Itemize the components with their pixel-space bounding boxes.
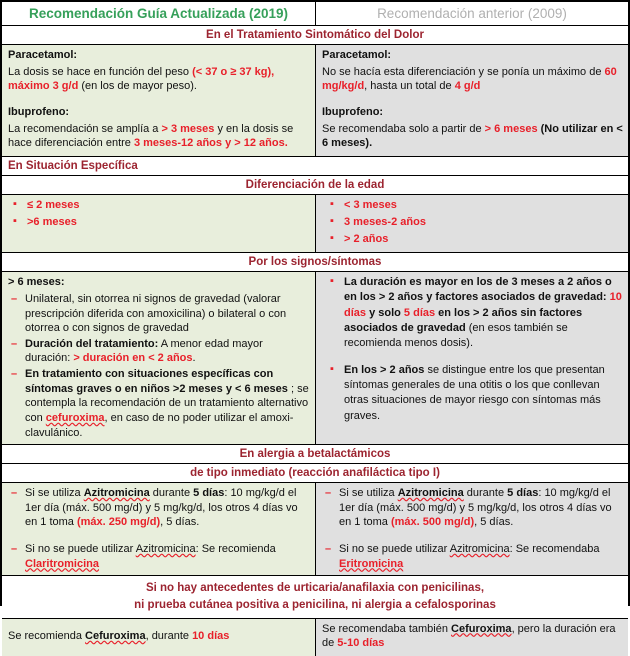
ibuprofeno-text-new: La recomendación se amplía a > 3 meses y en la dosis se hace diferenciación entre 3 meses-12 años y > 12 años.	[8, 122, 294, 150]
section-banner-specific: En Situación Específica	[2, 157, 628, 175]
signs-list-old	[322, 275, 623, 424]
signs-cell-new	[2, 272, 316, 444]
signs-cell-old	[316, 272, 628, 444]
list-item: – Si no se puede utilizar Azitromicina: Se recomienda Claritromicina	[8, 542, 310, 571]
pain-content-row	[2, 45, 628, 157]
age-content-row	[2, 195, 628, 254]
no-allergy-text-old: Se recomendaba también Cefuroxima, pero la duración era de 5-10 días	[322, 622, 616, 650]
section-banner-signs-row	[2, 253, 628, 272]
list-item: – Duración del tratamiento: A menor edad mayor duración: > duración en < 2 años.	[8, 337, 310, 366]
signs-intro-new: > 6 meses:	[8, 276, 65, 289]
list-item: – Unilateral, sin otorrea ni signos de gravedad (valorar prescripción diferida con amoxicilina) o bilateral o con otorrea o con signos de gravedad	[8, 292, 310, 336]
signs-list-new	[8, 292, 310, 440]
allergy-list-old	[322, 486, 623, 571]
age-cell-new	[2, 195, 316, 253]
header-cell-old	[316, 2, 628, 25]
allergy-cell-new	[2, 483, 316, 575]
signs-content-row	[2, 272, 628, 445]
no-allergy-content-row	[2, 619, 628, 656]
list-item: – Si se utiliza Azitromicina durante 5 días: 10 mg/kg/d el 1er día (máx. 500 mg/d) y 5 mg/kg/d, los otros 4 días vo en 1 toma (máx. 250 mg/d), 5 días.	[8, 486, 310, 530]
paracetamol-text-old: No se hacía esta diferenciación y se ponía un máximo de 60 mg/kg/d, hasta un total de 4 g/d	[322, 65, 617, 93]
list-item: – Si se utiliza Azitromicina durante 5 días: 10 mg/kg/d el 1er día (máx. 500 mg/d) y 5 mg/kg/d, los otros 4 días vo en 1 toma (máx. 500 mg/d), 5 días.	[322, 486, 623, 530]
section-banner-age-row	[2, 176, 628, 195]
list-item: ▪ > 2 años	[322, 232, 623, 247]
list-item: ▪ En los > 2 años se distingue entre los que presentan síntomas generales de una otitis o los que conllevan otras situaciones de mayor riesgo con síntomas más graves.	[322, 363, 623, 424]
no-allergy-text-new: Se recomienda Cefuroxima, durante 10 días	[8, 629, 230, 642]
list-item: ▪ >6 meses	[8, 215, 310, 230]
header-cell-new	[2, 2, 316, 25]
list-item: ▪ 3 meses-2 años	[322, 215, 623, 230]
section-banner-no-allergy-row	[2, 576, 628, 618]
section-banner-allergy-2: de tipo inmediato (reacción anafiláctica tipo I)	[2, 464, 628, 482]
age-list-new	[8, 198, 310, 230]
ibuprofeno-label-old: Ibuprofeno:	[322, 105, 384, 118]
allergy-content-row	[2, 483, 628, 576]
table-header-row	[2, 2, 628, 26]
ibuprofeno-text-old: Se recomendaba solo a partir de > 6 meses (No utilizar en < 6 meses).	[322, 122, 623, 150]
section-banner-pain-row	[2, 26, 628, 45]
no-allergy-line-1: Si no hay antecedentes de urticaria/anafilaxia con penicilinas,	[145, 582, 485, 595]
section-banner-allergy-1: En alergia a betalactámicos	[2, 445, 628, 463]
no-allergy-cell-new	[2, 619, 316, 656]
section-banner-no-allergy	[2, 576, 628, 617]
no-allergy-line-2: ni prueba cutánea positiva a penicilina, ni alergia a cefalosporinas	[134, 598, 496, 611]
list-item: – En tratamiento con situaciones específicas con síntomas graves o en niños >2 meses y < 6 meses ; se contempla la recomendación de un tratamiento alternativo con cefuroxima, en caso de no poder utilizar el amoxi-clavulánico.	[8, 367, 310, 440]
age-cell-old	[316, 195, 628, 253]
allergy-cell-old	[316, 483, 628, 575]
list-item: – Si no se puede utilizar Azitromicina: Se recomendaba Eritromicina	[322, 542, 623, 571]
paracetamol-label-old: Paracetamol:	[322, 49, 392, 61]
section-banner-allergy-row-2	[2, 464, 628, 483]
no-allergy-cell-old	[316, 619, 628, 656]
section-banner-age: Diferenciación de la edad	[2, 176, 628, 194]
list-item: ▪ < 3 meses	[322, 198, 623, 213]
section-banner-pain: En el Tratamiento Sintomático del Dolor	[2, 26, 628, 44]
allergy-list-new	[8, 486, 310, 571]
section-banner-allergy-row-1	[2, 445, 628, 464]
paracetamol-label-new: Paracetamol:	[8, 49, 78, 61]
pain-cell-old	[316, 45, 628, 156]
header-new-label: Recomendación Guía Actualizada (2019)	[28, 6, 289, 21]
list-item: ▪ La duración es mayor en los de 3 meses a 2 años o en los > 2 años y factores asociados de gravedad: 10 días y solo 5 días en los > 2 años sin factores asociados de gravedad (en esos también se recomienda menos dosis).	[322, 275, 623, 351]
age-list-old	[322, 198, 623, 248]
list-item: ▪ ≤ 2 meses	[8, 198, 310, 213]
header-old-label: Recomendación anterior (2009)	[377, 6, 567, 21]
section-banner-specific-row	[2, 157, 628, 176]
pain-cell-new	[2, 45, 316, 156]
ibuprofeno-label-new: Ibuprofeno:	[8, 105, 70, 118]
paracetamol-text-new: La dosis se hace en función del peso (< 37 o ≥ 37 kg), máximo 3 g/d (en los de mayor peso).	[8, 65, 275, 93]
section-banner-signs: Por los signos/síntomas	[2, 253, 628, 271]
